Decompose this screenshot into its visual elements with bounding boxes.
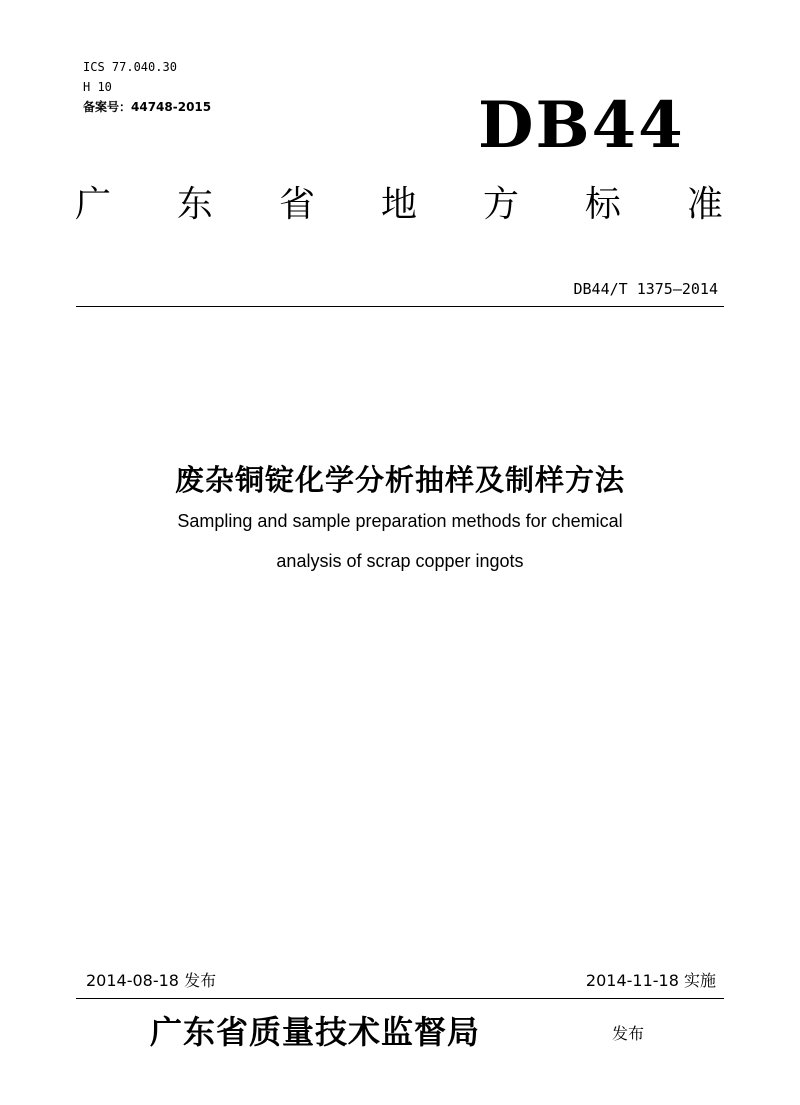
banner-char: 地 bbox=[380, 184, 417, 225]
title-chinese: 废杂铜锭化学分析抽样及制样方法 bbox=[174, 463, 625, 497]
standard-type-banner bbox=[75, 177, 723, 233]
h-code: H 10 bbox=[83, 80, 112, 94]
ics-code: ICS 77.040.30 bbox=[83, 60, 177, 74]
issuing-authority: 广东省质量技术监督局 bbox=[150, 1013, 481, 1051]
standard-number: DB44/T 1375—2014 bbox=[573, 280, 718, 298]
title-english-line1: Sampling and sample preparation methods for chemical bbox=[177, 511, 623, 531]
db44-logo: DB44 bbox=[478, 88, 685, 163]
issue-date: 2014-08-18 发布 bbox=[86, 971, 217, 990]
implementation-date: 2014-11-18 实施 bbox=[585, 971, 716, 990]
banner-char: 方 bbox=[482, 184, 519, 225]
banner-char: 广 bbox=[75, 184, 112, 225]
record-number: 备案号：44748-2015 bbox=[83, 100, 212, 114]
banner-char: 省 bbox=[278, 184, 315, 225]
top-divider bbox=[76, 306, 724, 307]
title-english-line2: analysis of scrap copper ingots bbox=[276, 551, 524, 571]
banner-char: 东 bbox=[176, 184, 213, 225]
banner-char: 准 bbox=[686, 184, 723, 225]
banner-char: 标 bbox=[584, 184, 621, 225]
issuer-suffix: 发布 bbox=[612, 1024, 645, 1043]
bottom-divider bbox=[76, 998, 724, 999]
